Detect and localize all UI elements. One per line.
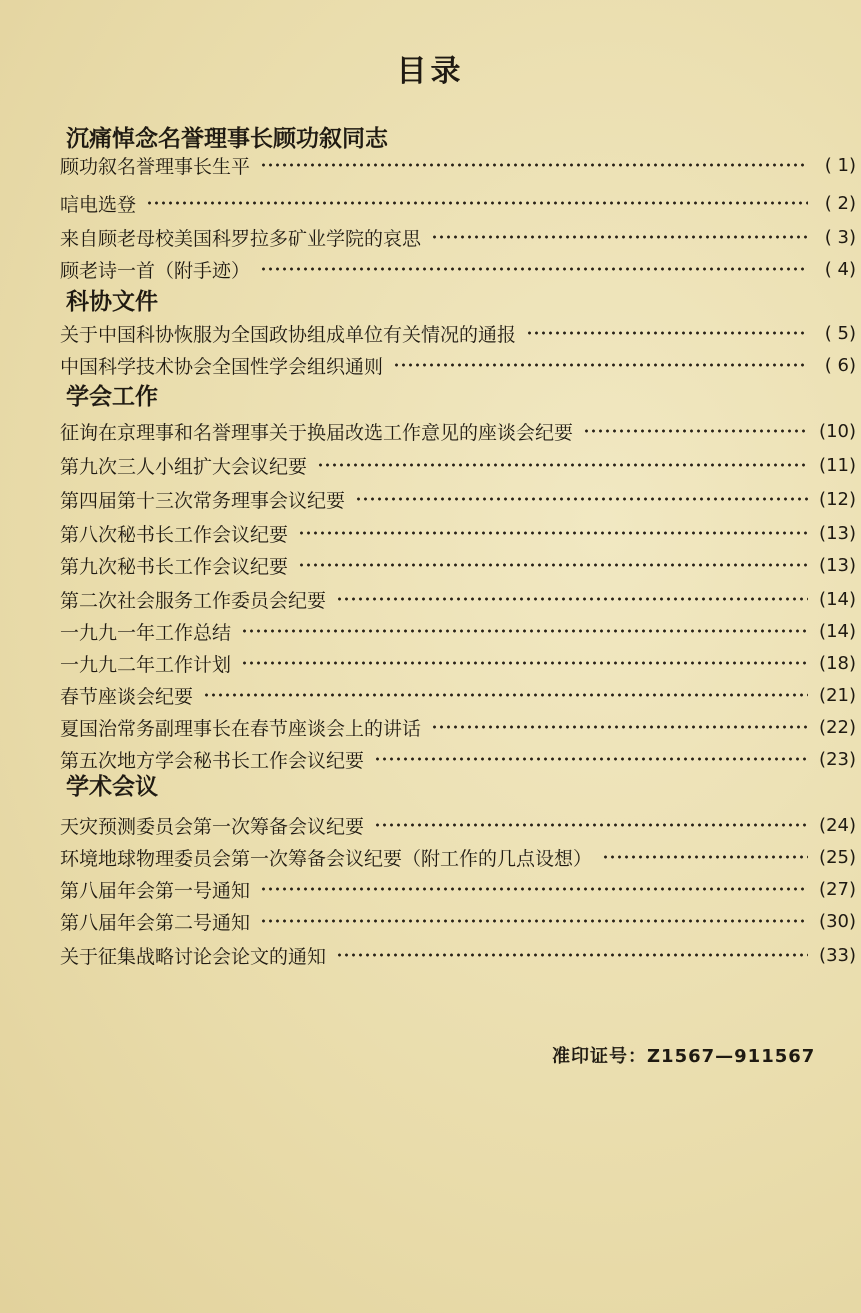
dot-leader [393, 362, 808, 368]
dot-leader [241, 628, 808, 634]
toc-entry-page: (33) [819, 944, 856, 966]
toc-entry [60, 680, 856, 710]
dot-leader [583, 428, 808, 434]
dot-leader [336, 952, 808, 958]
toc-entry-title: 一九九一年工作总结 [60, 621, 232, 644]
toc-entry-page: (14) [819, 588, 856, 610]
dot-leader [298, 562, 808, 568]
section-heading: 沉痛悼念名誉理事长顾功叙同志 [66, 126, 388, 152]
toc-entry [60, 712, 856, 742]
toc-entry-page: (21) [819, 684, 856, 706]
toc-entry [60, 810, 856, 840]
toc-entry-page: (14) [819, 620, 856, 642]
toc-entry [60, 188, 856, 218]
dot-leader [602, 854, 808, 860]
toc-entry-title: 关于中国科协恢服为全国政协组成单位有关情况的通报 [60, 323, 517, 346]
toc-entry-title: 环境地球物理委员会第一次筹备会议纪要（附工作的几点设想） [60, 847, 593, 870]
toc-entry [60, 842, 856, 872]
toc-entry [60, 648, 856, 678]
toc-entry-title: 春节座谈会纪要 [60, 685, 194, 708]
toc-entry [60, 906, 856, 936]
toc-entry-page: (27) [819, 878, 856, 900]
toc-entry [60, 450, 856, 480]
dot-leader [203, 692, 808, 698]
toc-entry-page: ( 4) [824, 258, 856, 280]
toc-entry-page: (18) [819, 652, 856, 674]
toc-entry-title: 征询在京理事和名誉理事关于换届改选工作意见的座谈会纪要 [60, 421, 574, 444]
toc-entry-title: 一九九二年工作计划 [60, 653, 232, 676]
toc-entry-title: 第二次社会服务工作委员会纪要 [60, 589, 327, 612]
section-heading: 学术会议 [66, 774, 158, 800]
dot-leader [317, 462, 808, 468]
toc-entry-title: 第五次地方学会秘书长工作会议纪要 [60, 749, 365, 772]
dot-leader [260, 162, 808, 168]
page-title: 目录 [396, 54, 465, 89]
toc-entry [60, 518, 856, 548]
toc-entry-title: 第八届年会第一号通知 [60, 879, 251, 902]
dot-leader [355, 496, 808, 502]
toc-entry-title: 唁电选登 [60, 193, 137, 216]
toc-entry-title: 夏国治常务副理事长在春节座谈会上的讲话 [60, 717, 422, 740]
dot-leader [241, 660, 808, 666]
toc-entry-page: (11) [819, 454, 856, 476]
toc-entry-page: ( 1) [824, 154, 856, 176]
toc-entry-page: (13) [819, 522, 856, 544]
toc-entry-title: 天灾预测委员会第一次筹备会议纪要 [60, 815, 365, 838]
toc-entry-page: (25) [819, 846, 856, 868]
dot-leader [431, 234, 808, 240]
toc-entry-page: (12) [819, 488, 856, 510]
toc-entry-title: 来自顾老母校美国科罗拉多矿业学院的哀思 [60, 227, 422, 250]
toc-entry [60, 584, 856, 614]
toc-entry [60, 350, 856, 380]
toc-entry [60, 150, 856, 180]
toc-entry-title: 第九次秘书长工作会议纪要 [60, 555, 289, 578]
toc-entry-title: 顾功叙名誉理事长生平 [60, 155, 251, 178]
dot-leader [260, 266, 808, 272]
toc-entry [60, 222, 856, 252]
toc-entry [60, 940, 856, 970]
toc-entry-title: 第四届第十三次常务理事会议纪要 [60, 489, 346, 512]
dot-leader [374, 822, 808, 828]
toc-entry [60, 254, 856, 284]
toc-entry-page: (10) [819, 420, 856, 442]
toc-entry-title: 关于征集战略讨论会论文的通知 [60, 945, 327, 968]
printing-permit-number: 准印证号：Z1567—911567 [552, 1046, 816, 1067]
toc-entry [60, 744, 856, 774]
toc-entry-page: (24) [819, 814, 856, 836]
toc-entry-page: (23) [819, 748, 856, 770]
toc-entry [60, 874, 856, 904]
toc-entry-title: 第九次三人小组扩大会议纪要 [60, 455, 308, 478]
toc-entry [60, 550, 856, 580]
toc-entry-title: 顾老诗一首（附手迹） [60, 259, 251, 282]
dot-leader [431, 724, 808, 730]
toc-entry-title: 第八次秘书长工作会议纪要 [60, 523, 289, 546]
section-heading: 学会工作 [66, 384, 158, 410]
toc-entry-title: 第八届年会第二号通知 [60, 911, 251, 934]
dot-leader [336, 596, 808, 602]
toc-entry-page: ( 3) [824, 226, 856, 248]
toc-entry-page: (30) [819, 910, 856, 932]
toc-entry [60, 616, 856, 646]
dot-leader [374, 756, 808, 762]
toc-entry-page: ( 6) [824, 354, 856, 376]
dot-leader [260, 886, 808, 892]
toc-entry [60, 484, 856, 514]
toc-entry-page: (22) [819, 716, 856, 738]
toc-entry [60, 318, 856, 348]
toc-entry [60, 416, 856, 446]
dot-leader [146, 200, 808, 206]
dot-leader [526, 330, 808, 336]
dot-leader [260, 918, 808, 924]
toc-entry-page: ( 5) [824, 322, 856, 344]
toc-entry-title: 中国科学技术协会全国性学会组织通则 [60, 355, 384, 378]
toc-entry-page: (13) [819, 554, 856, 576]
dot-leader [298, 530, 808, 536]
toc-entry-page: ( 2) [824, 192, 856, 214]
section-heading: 科协文件 [66, 289, 158, 315]
